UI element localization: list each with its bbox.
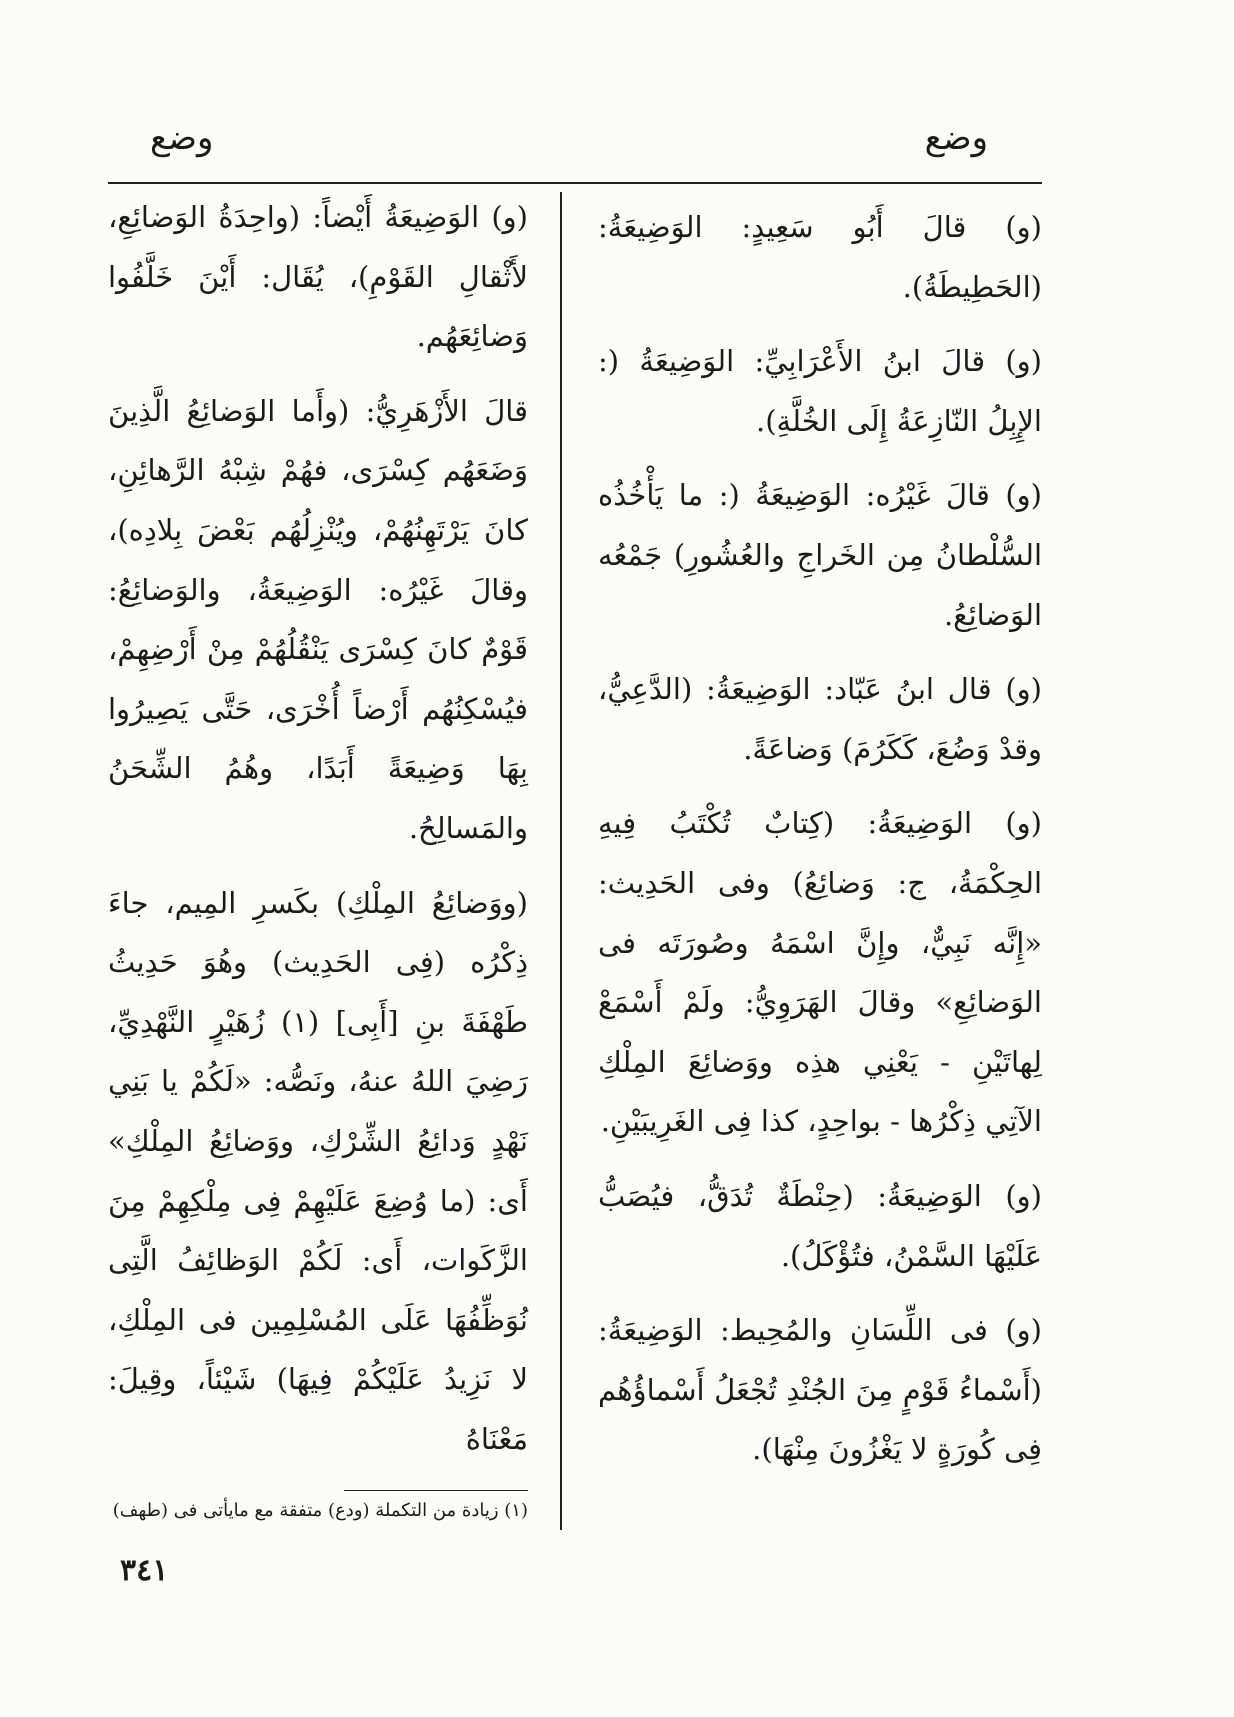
paragraph: قالَ الأَزْهَرِيُّ: (وأَما الوَضائِعُ الَّذِينَ وَضَعَهُم كِسْرَى، فهُمْ شِبْهُ الرَّهائِنِ، كانَ يَرْتَهِنُهُمْ، ويُنْزِلُهُم بَعْضَ بِلادِه)، وقالَ غَيْرُه: الوَضِيعَةُ، والوَضائِعُ: قَوْمٌ كانَ كِسْرَى يَنْقُلُهُمْ مِنْ أَرْضِهِمْ، فيُسْكِنُهُم أَرْضاً أُخْرَى، حَتَّى يَصِيرُوا بِهَا وَضِيعَةً أَبَدًا، وهُمُ الشِّحَنُ والمَسالِحُ. [108, 393, 528, 845]
running-header-right: وضع [924, 118, 988, 158]
right-column [598, 198, 1042, 1495]
footnote-rule [344, 1490, 528, 1491]
paragraph: (و) قالَ أَبُو سَعِيدٍ: الوَضِيعَةُ: (الحَطِيطَةُ). [598, 210, 1042, 304]
paragraph: (و) الوَضِيعَةُ أَيْضاً: (واحِدَةُ الوَضائِعِ، لأَثْقالِ القَوْمِ)، يُقَال: أَيْنَ خَلَّفُوا وَضائِعَهُم. [108, 200, 528, 354]
paragraph: (و) فى اللِّسَانِ والمُحِيط: الوَضِيعَةُ: (أَسْماءُ قَوْمٍ مِنَ الجُنْدِ تُجْعَلُ أَسْماؤُهُم فِى كُورَةٍ لا يَغْزُونَ مِنْهَا). [598, 1313, 1042, 1467]
running-header-left: وضع [150, 118, 214, 158]
paragraph: (و) الوَضِيعَةُ: (كِتابٌ تُكْتَبُ فِيهِ الحِكْمَةُ، ج: وَضائِعُ) وفى الحَدِيث: «إِنَّه نَبِيٌّ، وإِنَّ اسْمَهُ وصُورَتَه فى الوَضائِعِ» وقالَ الهَرَوِيُّ: ولَمْ أَسْمَعْ لِهاتَيْنِ - يَعْنِي هذِه ووَضائِعَ المِلْكِ الآتِي ذِكْرُها - بواحِدٍ، كذا فِى الغَرِيبَيْنِ. [598, 806, 1042, 1139]
paragraph: (و) الوَضِيعَةُ: (حِنْطَةٌ تُدَقُّ، فيُصَبُّ عَلَيْهَا السَّمْنُ، فتُؤْكَلُ). [598, 1178, 1042, 1273]
left-column [108, 188, 528, 1484]
header-rule [108, 182, 1042, 184]
paragraph: (و) قال ابنُ عَبّاد: الوَضِيعَةُ: (الدَّعِيُّ، وقدْ وَضُعَ، كَكَرُمَ) وَضاعَةً. [598, 672, 1042, 766]
paragraph: (و) قالَ ابنُ الأَعْرَابِيِّ: الوَضِيعَةُ (: الإِبِلُ النّازِعَةُ إِلَى الخُلَّةِ). [598, 344, 1042, 438]
column-divider [560, 192, 562, 1530]
paragraph: (ووَضائِعُ المِلْكِ) بكَسرِ المِيم، جاءَ ذِكْرُه (فِى الحَدِيث) وهُوَ حَدِيثُ طَهْفَةَ بنِ [أَبِى] (١) زُهَيْرٍ النَّهْدِيِّ، رَضِيَ اللهُ عنهُ، ونَصُّه: «لَكُمْ يا بَنِي نَهْدٍ وَدائِعُ الشِّرْكِ، ووَضائِعُ المِلْكِ» أَى: (ما وُضِعَ عَلَيْهِمْ فِى مِلْكِهِمْ مِنَ الزَّكَوات، أَى: لَكُمْ الوَظائِفُ الَّتِى نُوَظِّفُهَا عَلَى المُسْلِمِين فى المِلْكِ، لا نَزِيدُ عَلَيْكُمْ فِيهَا) شَيْئاً، وقِيلَ: مَعْنَاهُ [108, 885, 528, 1456]
footnote: (١) زيادة من التكملة (ودع) متفقة مع مايأتى فى (طهف) [112, 1500, 528, 1521]
paragraph: (و) قالَ غَيْرُه: الوَضِيعَةُ (: ما يَأْخُذُه السُّلْطانُ مِن الخَراجِ والعُشُورِ) جَمْعُه الوَضائِعُ. [598, 478, 1042, 632]
page-number: ٣٤١ [120, 1553, 169, 1588]
